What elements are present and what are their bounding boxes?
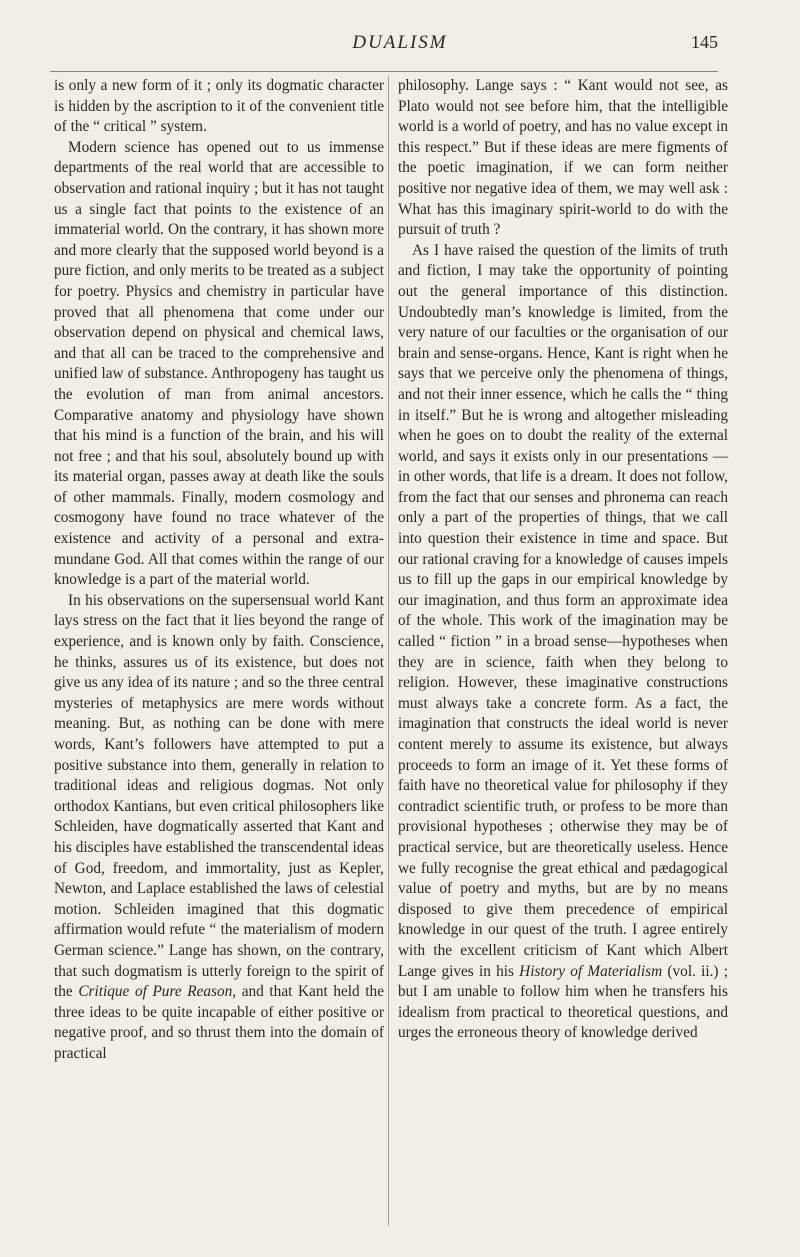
running-head xyxy=(0,30,800,64)
paragraph-text: In his observations on the supersensual world Kant lays stress on the fact that it lies beyond the range of experience, and is known only by faith. Conscience, he thinks, assures us of its existence, but does not give us any idea of its nature ; and so the three central mysteries of metaphysics are mere words without meaning. But, as nothing can be done with mere words, Kant’s followers have attempted to put a positive substance into them, generally in relation to traditional ideas and religious dogmas. Not only orthodox Kantians, but even critical philosophers like Schleiden, have dogmatically asserted that Kant and his disciples have established the transcendental ideas of God, freedom, and immortality, just as Kepler, Newton, and Laplace established the laws of celestial motion. Schleiden imagined that this dogmatic affirmation would refute “ the materialism of modern German science.” Lange has shown, on the contrary, that such dogmatism is utterly foreign to the spirit of the xyxy=(54,591,384,1001)
left-column xyxy=(54,76,384,1065)
paragraph-text: As I have raised the question of the limits of truth and fiction, I may take the opportunity of pointing out the general importance of this distinction. Undoubtedly man’s knowledge is limited, from the very nature of our faculties or the organisation of our brain and sense-organs. Hence, Kant is right when he says that we perceive only the phenomena of things, and not their inner essence, which he calls the “ thing in itself.” But he is wrong and altogether misleading when he goes on to doubt the reality of the external world, and says it exists only in our presentations —in other words, that life is a dream. It does not follow, from the fact that our senses and phronema can reach only a part of the properties of things, that we call into question their existence in time and space. But our rational craving for a knowledge of causes impels us to fill up the gaps in our empirical knowledge by our imagination, and thus form an approximate idea of the whole. This work of the imagination may be called “ fiction ” in a broad sense—hypotheses when they are in science, faith when they belong to religion. However, these imaginative constructions must always take a concrete form. As a fact, the imagination that constructs the ideal world is never content merely to assume its existence, but always proceeds to form an image of it. Yet these forms of faith have no theoretical value for philosophy if they contradict scientific truth, or profess to be more than provisional hypotheses ; otherwise they may be of practical service, but are theoretically useless. Hence we fully recognise the great ethical and pædagogical value of poetry and myths, but are by no means disposed to give them precedence of empirical knowledge in our quest of the truth. I agree entirely with the excellent criticism of Kant which Albert Lange gives in his xyxy=(398,241,728,980)
book-title-italic: Critique of Pure Reason xyxy=(78,983,233,1001)
paragraph: philosophy. Lange says : “ Kant would not see, as Plato would not see before him, that the intelligible world is a world of poetry, and has no value except in this respect.” But if these ideas are mere figments of the poetic imagination, if we can form neither positive nor negative idea of them, we may well ask : What has this imaginary spirit-world to do with the pursuit of truth ? xyxy=(398,77,728,239)
book-title-italic: History of Materialism xyxy=(519,962,663,980)
paragraph: is only a new form of it ; only its dogmatic character is hidden by the ascription to it of the convenient title of the “ critical ” system. xyxy=(54,77,384,136)
paragraph: Modern science has opened out to us immense departments of the real world that are accessible to observation and rational inquiry ; but it has not taught us a single fact that points to the existence of an immaterial world. On the contrary, it has shown more and more clearly that the supposed world beyond is a pure fiction, and only merits to be treated as a subject for poetry. Physics and chemistry in particular have proved that all phenomena that come under our observation depend on physical and chemical laws, and that all can be traced to the comprehensive and unified law of substance. Anthropogeny has taught us the evolution of man from animal ancestors. Comparative anatomy and physiology have shown that his mind is a function of the brain, and his will not free ; and that his soul, absolutely bound up with its material organ, passes away at death like the souls of other mammals. Finally, modern cosmology and cosmogony have found no trace whatever of the existence and activity of a personal and extra-mundane God. All that comes within the range of our knowledge is a part of the material world. xyxy=(54,138,384,589)
running-title: DUALISM xyxy=(352,32,448,53)
header-rule xyxy=(50,71,718,72)
paragraph xyxy=(54,591,384,1065)
paragraph-text: (vol. ii.) ; but I am unable to follow him when he transfers his idealism from practical to theoretical questions, and urges the erroneous theory of knowledge derived xyxy=(398,962,728,1042)
right-column xyxy=(398,76,728,1044)
page-number: 145 xyxy=(691,32,718,52)
paragraph-text: , and that Kant held the three ideas to be quite incapable of either positive or negative proof, and so thrust them into the domain of practical xyxy=(54,983,384,1062)
paragraph xyxy=(398,241,728,1044)
column-divider xyxy=(388,76,389,1226)
